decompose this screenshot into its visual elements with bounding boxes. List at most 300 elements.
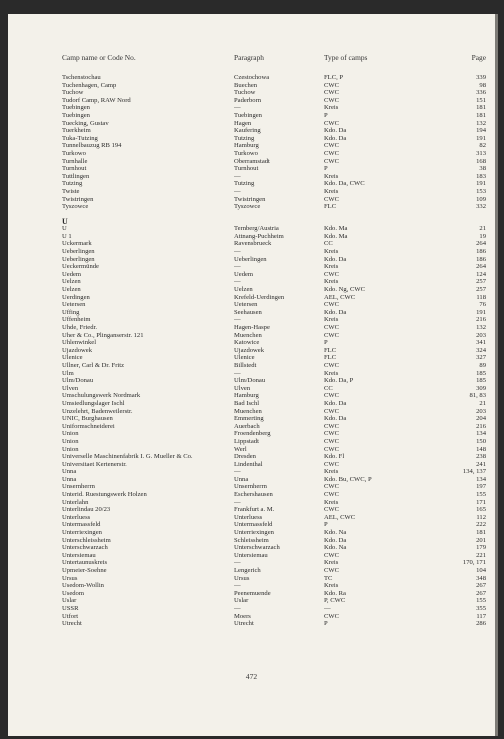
index-row <box>62 188 486 196</box>
paragraph: Schleissheim <box>234 536 269 544</box>
header-camp-name: Camp name or Code No. <box>62 53 136 62</box>
index-row <box>62 446 486 454</box>
camp-name: Universelle Maschinenfabrik I. G. Mueller & Co. <box>62 453 193 461</box>
camp-name: Ursus <box>62 574 78 582</box>
index-row <box>62 248 486 256</box>
camp-name: Uhlenwinkel <box>62 339 97 347</box>
paragraph: Hamburg <box>234 392 259 400</box>
index-row <box>62 476 486 484</box>
camp-name: Tuka-Tutzing <box>62 134 98 142</box>
paragraph: — <box>234 369 241 377</box>
camp-name: Ujazdowek <box>62 346 93 354</box>
paragraph: Attnang-Puchheim <box>234 232 284 240</box>
paragraph: Tyszowce <box>234 203 261 211</box>
camp-type: CWC <box>324 392 340 400</box>
page-ref: 76 <box>479 301 486 309</box>
index-row <box>62 97 486 105</box>
camp-name: Usedom-Wollin <box>62 582 104 590</box>
index-row <box>62 82 486 90</box>
page-ref: 185 <box>476 369 486 377</box>
paragraph: — <box>234 172 241 180</box>
camp-type: Kdo. Ra <box>324 589 346 597</box>
index-row <box>62 575 486 583</box>
index-row <box>62 499 486 507</box>
camp-name: Unterluess <box>62 513 91 521</box>
camp-type: FLC <box>324 346 337 354</box>
camp-type: CWC <box>324 142 340 150</box>
page-ref: 191 <box>476 308 486 316</box>
page-ref: 355 <box>476 604 486 612</box>
camp-type: P <box>324 620 328 628</box>
page-ref: 98 <box>479 81 486 89</box>
paragraph: — <box>234 468 241 476</box>
camp-type: CWC <box>324 119 340 127</box>
index-row <box>62 438 486 446</box>
page-number: 472 <box>245 672 258 681</box>
camp-name: Twistringen <box>62 195 94 203</box>
index-row <box>62 605 486 613</box>
paragraph: Uetersen <box>234 301 258 309</box>
page-ref: 118 <box>476 293 486 301</box>
camp-name: Tyszowce <box>62 203 89 211</box>
index-row <box>62 362 486 370</box>
paragraph: Untersiemau <box>234 551 268 559</box>
paragraph: Muenchen <box>234 331 262 339</box>
camp-name: Turnhout <box>62 165 87 173</box>
camp-type: Kdo. Ma <box>324 225 348 233</box>
index-row <box>62 233 486 241</box>
page-ref: 216 <box>476 316 486 324</box>
paragraph: Eschershausen <box>234 491 273 499</box>
paragraph: Tutzing <box>234 134 255 142</box>
camp-name: Union <box>62 430 79 438</box>
index-row <box>62 529 486 537</box>
page-ref: 150 <box>476 437 486 445</box>
paragraph: Peenemuende <box>234 589 271 597</box>
page-ref: 186 <box>476 255 486 263</box>
camp-name: Unna <box>62 468 77 476</box>
index-row <box>62 453 486 461</box>
camp-name: Twiste <box>62 187 80 195</box>
index-row <box>62 370 486 378</box>
index-row <box>62 537 486 545</box>
page-ref: 191 <box>476 180 486 188</box>
camp-name: Utfort <box>62 612 79 620</box>
paragraph: Buechen <box>234 81 258 89</box>
paragraph: Emmerting <box>234 415 264 423</box>
paragraph: Lindenthal <box>234 460 263 468</box>
camp-type: CWC <box>324 612 340 620</box>
camp-type: CWC <box>324 301 340 309</box>
camp-name: Unterlahn <box>62 498 89 506</box>
camp-type: Kdo. Ng, CWC <box>324 286 366 294</box>
camp-type: CWC <box>324 361 340 369</box>
page-ref: 165 <box>476 506 486 514</box>
page-ref: 124 <box>476 270 486 278</box>
camp-type: Kreis <box>324 187 339 195</box>
camp-name: Tuebingen <box>62 111 90 119</box>
page-ref: 134, 137 <box>462 468 486 476</box>
camp-type: CWC <box>324 331 340 339</box>
camp-name: Unterschwarzach <box>62 544 108 552</box>
camp-type: CC <box>324 384 333 392</box>
camp-name: Unterlindau 20/23 <box>62 506 111 514</box>
camp-name: Tunnelbauzug RB 194 <box>62 142 122 150</box>
page-ref: 267 <box>476 589 486 597</box>
camp-type: Kreis <box>324 559 339 567</box>
page-ref: 151 <box>476 96 486 104</box>
page-ref: 203 <box>476 331 486 339</box>
camp-name: Untertaunuskreis <box>62 559 108 567</box>
camp-type: CWC <box>324 270 340 278</box>
page-ref: 19 <box>479 232 486 240</box>
paragraph: Uedem <box>234 270 254 278</box>
camp-name: Turkowo <box>62 149 86 157</box>
page-ref: 221 <box>476 551 486 559</box>
page-ref: 191 <box>476 134 486 142</box>
camp-name: Tuttlingen <box>62 172 90 180</box>
camp-type: Kdo. Da, P <box>324 377 354 385</box>
camp-type: Kreis <box>324 316 339 324</box>
index-row <box>62 552 486 560</box>
page-ref: 238 <box>476 453 486 461</box>
camp-name: Unzelehrt, Badenweilerstr. <box>62 407 133 415</box>
page-ref: 194 <box>476 127 486 135</box>
page-ref: 341 <box>476 339 486 347</box>
camp-type: CWC <box>324 407 340 415</box>
index-row <box>62 590 486 598</box>
camp-name: Uckermark <box>62 240 92 248</box>
page-ref: 313 <box>476 149 486 157</box>
paragraph: Tuebingen <box>234 111 262 119</box>
paragraph: Untermassfeld <box>234 521 273 529</box>
page-ref: 309 <box>476 384 486 392</box>
index-row <box>62 225 486 233</box>
camp-type: Kdo. Da <box>324 127 347 135</box>
page-ref: 216 <box>476 422 486 430</box>
index-row <box>62 173 486 181</box>
page-ref: 112 <box>476 513 486 521</box>
paragraph: Ulm/Donau <box>234 377 266 385</box>
camp-type: Kdo. Da <box>324 255 347 263</box>
camp-type: Kdo. Na <box>324 529 347 537</box>
camp-type: Kdo. Da <box>324 308 347 316</box>
page-ref: 324 <box>476 346 486 354</box>
page-ref: 134 <box>476 475 486 483</box>
page-ref: 267 <box>476 582 486 590</box>
paragraph: — <box>234 316 241 324</box>
index-row <box>62 582 486 590</box>
camp-type: Kdo. Fl <box>324 453 345 461</box>
paragraph: Bad Ischl <box>234 399 260 407</box>
paragraph: Frankfurt a. M. <box>234 506 275 514</box>
camp-name: Uffing <box>62 308 80 316</box>
index-row <box>62 256 486 264</box>
page-ref: 336 <box>476 89 486 97</box>
page-ref: 82 <box>479 142 486 150</box>
index-row <box>62 142 486 150</box>
index-row <box>62 286 486 294</box>
index-row <box>62 127 486 135</box>
camp-name: Tuebingen <box>62 104 90 112</box>
page-ref: 179 <box>476 544 486 552</box>
index-row <box>62 430 486 438</box>
index-row <box>62 567 486 575</box>
camp-type: CWC <box>324 506 340 514</box>
paragraph: — <box>234 582 241 590</box>
camp-name: Uetersen <box>62 301 86 309</box>
group-spacer <box>62 211 486 218</box>
page-ref: 89 <box>479 361 486 369</box>
camp-name: Ullner, Carl & Dr. Fritz <box>62 361 124 369</box>
paragraph: Unterluess <box>234 513 263 521</box>
page-ref: 222 <box>476 521 486 529</box>
paragraph: Hagen <box>234 119 252 127</box>
paragraph: Kaufering <box>234 127 261 135</box>
camp-name: Turnhalle <box>62 157 88 165</box>
paragraph: Ulenice <box>234 354 255 362</box>
index-row <box>62 120 486 128</box>
camp-name: Universitaet Kertenerstr. <box>62 460 127 468</box>
page-ref: 183 <box>476 172 486 180</box>
camp-type: CWC <box>324 567 340 574</box>
camp-name: Tuerkheim <box>62 127 91 135</box>
camp-type: CC <box>324 240 333 248</box>
camp-type: P, CWC <box>324 597 346 605</box>
camp-type: P <box>324 521 328 529</box>
paragraph: Ravensbrueck <box>234 240 272 248</box>
paragraph: — <box>234 248 241 256</box>
index-row <box>62 165 486 173</box>
paragraph: Froendenberg <box>234 430 271 438</box>
index-row <box>62 377 486 385</box>
page-ref: 81, 83 <box>469 392 486 400</box>
index-row <box>62 203 486 211</box>
camp-type: Kdo. Na <box>324 544 347 552</box>
page-ref: 257 <box>476 278 486 286</box>
paragraph: Unterriexingen <box>234 529 274 537</box>
index-row <box>62 278 486 286</box>
paragraph: — <box>234 187 241 195</box>
camp-type: P <box>324 111 328 119</box>
camp-name: Tudorf Camp, RAW Nord <box>62 96 131 104</box>
paragraph: — <box>234 498 241 506</box>
column-header <box>62 53 486 65</box>
paragraph: Dresden <box>234 453 256 461</box>
camp-name: Ulenice <box>62 354 83 362</box>
camp-type: CWC <box>324 89 340 97</box>
page-ref: 109 <box>476 195 486 203</box>
camp-name: Union <box>62 445 79 453</box>
index-row <box>62 301 486 309</box>
paragraph: — <box>234 263 241 271</box>
header-paragraph: Paragraph <box>234 53 264 62</box>
camp-name: Uelzen <box>62 278 81 286</box>
paragraph: Turkowo <box>234 149 258 157</box>
page-ref: 286 <box>476 620 486 628</box>
camp-name: Unterid. Ruestungswerk Holzen <box>62 491 147 499</box>
camp-name: U <box>62 225 67 233</box>
index-row <box>62 347 486 355</box>
camp-type: Kreis <box>324 582 339 590</box>
camp-name: Ueckermünde <box>62 263 99 271</box>
camp-type: CWC <box>324 430 340 438</box>
page-ref: 203 <box>476 407 486 415</box>
paragraph: Turnhout <box>234 165 259 173</box>
page-ref: 257 <box>476 286 486 294</box>
page-ref: 348 <box>476 574 486 582</box>
camp-type: CWC <box>324 422 340 430</box>
camp-name: USSR <box>62 604 79 612</box>
camp-type: CWC <box>324 437 340 445</box>
paragraph: Uelzen <box>234 286 253 294</box>
camp-name: U 1 <box>62 232 72 240</box>
page-ref: 339 <box>476 74 486 81</box>
paragraph: Paderborn <box>234 96 262 104</box>
page-ref: 181 <box>476 111 486 119</box>
header-type: Type of camps <box>324 53 368 62</box>
page-ref: 148 <box>476 445 486 453</box>
index-row <box>62 150 486 158</box>
page-ref: 241 <box>476 460 486 468</box>
camp-type: FLC <box>324 354 337 362</box>
camp-name: Tschenstochau <box>62 74 101 81</box>
camp-type: CWC <box>324 149 340 157</box>
paragraph: Muenchen <box>234 407 262 415</box>
index-row <box>62 468 486 476</box>
section-letter-row <box>62 218 486 226</box>
camp-name: Uelzen <box>62 286 81 294</box>
paragraph: Tuchow <box>234 89 256 97</box>
index-row <box>62 104 486 112</box>
page-ref: 132 <box>476 324 486 331</box>
camp-name: Unsernherrn <box>62 483 95 491</box>
camp-type: Kdo. Da <box>324 134 347 142</box>
paragraph: Uslar <box>234 597 249 605</box>
camp-name: Tutzing <box>62 180 83 188</box>
paragraph: Unna <box>234 475 249 483</box>
paragraph: Werl <box>234 445 247 453</box>
page-ref: 332 <box>476 203 486 211</box>
index-row <box>62 240 486 248</box>
index-row <box>62 112 486 120</box>
paragraph: Ujazdowek <box>234 346 265 354</box>
index-row <box>62 415 486 423</box>
index-row <box>62 271 486 279</box>
camp-index-list <box>62 74 486 628</box>
page-ref: 185 <box>476 377 486 385</box>
index-row <box>62 392 486 400</box>
page-ref: 155 <box>476 491 486 499</box>
camp-type: CWC <box>324 81 340 89</box>
paragraph: Ternberg/Austria <box>234 225 279 233</box>
paragraph: Auerbach <box>234 422 260 430</box>
index-row <box>62 135 486 143</box>
paragraph: Moers <box>234 612 251 620</box>
index-row <box>62 89 486 97</box>
camp-type: AEL, CWC <box>324 513 356 521</box>
paragraph: Unterschwarzach <box>234 544 280 552</box>
index-row <box>62 613 486 621</box>
header-page: Page <box>471 53 486 62</box>
camp-type: Kreis <box>324 248 339 256</box>
page-ref: 197 <box>476 483 486 491</box>
camp-type: CWC <box>324 157 340 165</box>
camp-type: CWC <box>324 491 340 499</box>
page-ref: 186 <box>476 248 486 256</box>
paragraph: Utrecht <box>234 620 254 628</box>
index-row <box>62 521 486 529</box>
page-ref: 181 <box>476 529 486 537</box>
camp-type: CWC <box>324 483 340 491</box>
camp-name: Umsiedlungslager Ischl <box>62 399 125 407</box>
paragraph: Hamburg <box>234 142 259 150</box>
paragraph: — <box>234 604 241 612</box>
camp-type: Kdo. Da <box>324 536 347 544</box>
index-row <box>62 263 486 271</box>
paragraph: Krefeld-Uerdingen <box>234 293 285 301</box>
index-row <box>62 74 486 82</box>
page-ref: 264 <box>476 240 486 248</box>
camp-name: Uslar <box>62 597 77 605</box>
index-row <box>62 423 486 431</box>
page-ref: 132 <box>476 119 486 127</box>
camp-type: P <box>324 339 328 347</box>
camp-name: Tuchenhagen, Camp <box>62 81 117 89</box>
index-row <box>62 559 486 567</box>
camp-name: Utrecht <box>62 620 82 628</box>
page-ref: 170, 171 <box>462 559 486 567</box>
index-row <box>62 332 486 340</box>
page-ref: 153 <box>476 187 486 195</box>
paragraph: Ueberlingen <box>234 255 267 263</box>
camp-name: Union <box>62 437 79 445</box>
index-row <box>62 180 486 188</box>
camp-type: CWC <box>324 445 340 453</box>
camp-name: Untermassfeld <box>62 521 101 529</box>
index-row <box>62 339 486 347</box>
camp-type: FLC, P <box>324 74 344 81</box>
camp-name: Tuchow <box>62 89 84 97</box>
camp-name: Usedom <box>62 589 84 597</box>
paragraph: Seehausen <box>234 308 262 316</box>
camp-type: Kreis <box>324 278 339 286</box>
paragraph: Ursus <box>234 574 250 582</box>
camp-type: FLC <box>324 203 337 211</box>
page-ref: 21 <box>479 399 486 407</box>
paragraph: Unsernherrn <box>234 483 267 491</box>
camp-name: Untersiemau <box>62 551 96 559</box>
index-row <box>62 506 486 514</box>
camp-type: P <box>324 165 328 173</box>
camp-type: Kreis <box>324 172 339 180</box>
camp-name: Uerdingen <box>62 293 90 301</box>
camp-type: AEL, CWC <box>324 293 356 301</box>
paragraph: Lippstadt <box>234 437 259 445</box>
index-row <box>62 597 486 605</box>
index-row <box>62 514 486 522</box>
index-row <box>62 354 486 362</box>
paragraph: Tutzing <box>234 180 255 188</box>
paragraph: Hagen-Haspe <box>234 324 270 331</box>
camp-name: Unterschleissheim <box>62 536 111 544</box>
camp-type: Kdo. Ma <box>324 232 348 240</box>
camp-type: TC <box>324 574 333 582</box>
paragraph: Katowice <box>234 339 260 347</box>
camp-name: Unterriexingen <box>62 529 102 537</box>
index-row <box>62 544 486 552</box>
index-row <box>62 483 486 491</box>
